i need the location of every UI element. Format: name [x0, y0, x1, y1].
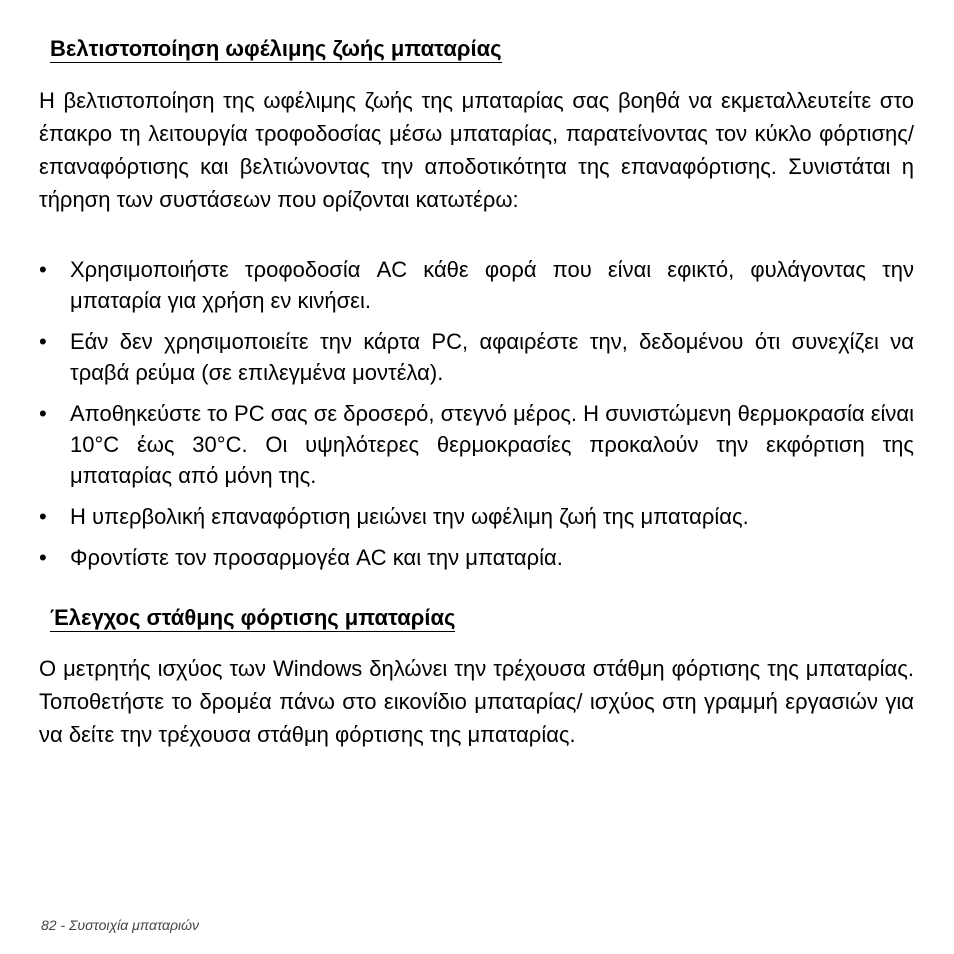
charge-level-paragraph: Ο μετρητής ισχύος των Windows δηλώνει την τρέχουσα στάθμη φόρτισης της μπαταρίας. Τοποθετήστε το δρομέα πάνω στο εικονίδιο μπαταρίας/ ισχύος στη γραμμή εργασιών για να δείτε την τρέχουσα στάθμη φόρτισης της μπαταρίας. [39, 656, 914, 747]
bullet-icon: • [39, 329, 47, 354]
page-footer: 82 - Συστοιχία μπαταριών [41, 917, 199, 933]
list-item-text: Χρησιμοποιήστε τροφοδοσία AC κάθε φορά που είναι εφικτό, φυλάγοντας την μπαταρία για χρήση εν κινήσει. [70, 257, 914, 313]
list-item-text: Η υπερβολική επαναφόρτιση μειώνει την ωφέλιμη ζωή της μπαταρίας. [70, 504, 749, 529]
bullet-icon: • [39, 257, 47, 282]
list-item [39, 542, 914, 573]
list-item [39, 326, 914, 388]
recommendations-list [39, 254, 914, 573]
list-item [39, 254, 914, 316]
section-heading-battery-life: Βελτιστοποίηση ωφέλιμης ζωής μπαταρίας [50, 36, 502, 61]
bullet-icon: • [39, 504, 47, 529]
list-item [39, 501, 914, 532]
list-item-text: Αποθηκεύστε το PC σας σε δροσερό, στεγνό μέρος. Η συνιστώμενη θερμοκρασία είναι 10°C έως 30°C. Οι υψηλότερες θερμοκρασίες προκαλούν την εκφόρτιση της μπαταρίας από μόνη της. [70, 401, 914, 488]
section-heading-charge-level: Έλεγχος στάθμης φόρτισης μπαταρίας [50, 605, 456, 630]
intro-paragraph: Η βελτιστοποίηση της ωφέλιμης ζωής της μπαταρίας σας βοηθά να εκμεταλλευτείτε στο έπακρο τη λειτουργία τροφοδοσίας μέσω μπαταρίας, παρατείνοντας τον κύκλο φόρτισης/επαναφόρτισης και βελτιώνοντας την αποδοτικότητα της επαναφόρτισης. Συνιστάται η τήρηση των συστάσεων που ορίζονται κατωτέρω: [39, 88, 914, 212]
list-item [39, 398, 914, 491]
list-item-text: Φροντίστε τον προσαρμογέα AC και την μπαταρία. [70, 545, 563, 570]
list-item-text: Εάν δεν χρησιμοποιείτε την κάρτα PC, αφαιρέστε την, δεδομένου ότι συνεχίζει να τραβά ρεύμα (σε επιλεγμένα μοντέλα). [70, 329, 914, 385]
bullet-icon: • [39, 401, 47, 426]
bullet-icon: • [39, 545, 47, 570]
